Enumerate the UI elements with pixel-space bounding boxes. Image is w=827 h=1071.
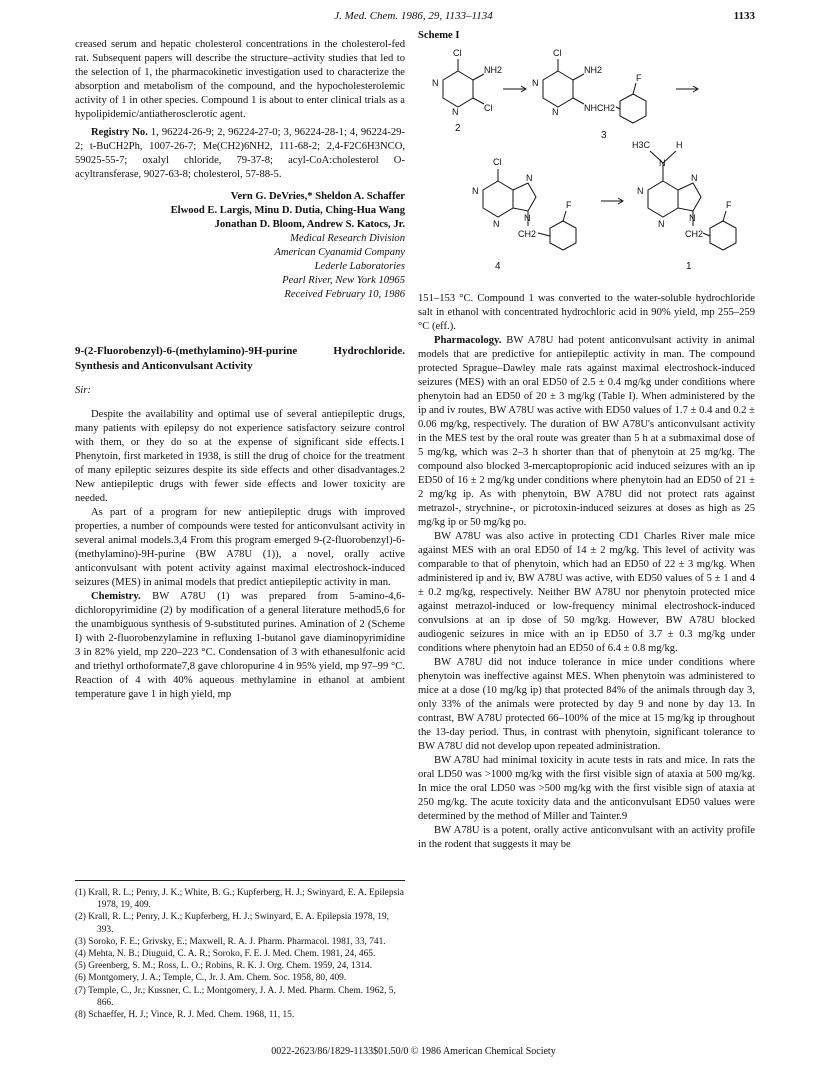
atom-f: F (636, 73, 642, 83)
references (75, 880, 405, 1021)
author-line: Elwood E. Largis, Minu D. Dutia, Ching-Hua Wang (170, 205, 405, 216)
reference-item: (2) Krall, R. L.; Penry, J. K.; Kupferberg, H. J.; Swinyard, E. A. Epilepsia 1978, 19, 393. (75, 912, 390, 935)
reference-item: (7) Temple, C., Jr.; Kussner, C. L.; Montgomery, J. A. J. Med. Pharm. Chem. 1962, 5, 866. (75, 985, 396, 1008)
body-paragraph: 151–153 °C. Compound 1 was converted to the water-soluble hydrochloride salt in ethanol with concentrated hydrochloric acid in 90% yield, mp 255–259 °C (eff.). (418, 293, 755, 332)
reference-item: (4) Mehta, N. B.; Diuguid, C. A. R.; Soroko, F. E. J. Med. Chem. 1981, 24, 465. (75, 949, 376, 960)
article-title: 9-(2-Fluorobenzyl)-6-(methylamino)-9H-purine Hydrochloride. Synthesis and Anticonvulsant Activity (75, 345, 405, 372)
page-header (0, 10, 827, 26)
atom-n: N (691, 173, 698, 183)
atom-h3c: H3C (632, 140, 651, 150)
intro-paragraph: creased serum and hepatic cholesterol concentrations in the cholesterol-fed rat. Subsequent papers will describe the structure–activity studies that led to the selection of 1, the pharmacokinetic investigation used to characterize the absorption and metabolism of the compound, and the hypocholesterolemic activity of 1 in other species. Compound 1 is about to enter clinical trials as a hypolipidemic/antiatherosclerotic agent. (75, 39, 405, 120)
atom-n: N (658, 219, 665, 229)
scheme-label: Scheme I (418, 30, 460, 41)
pharmacology-paragraph (418, 334, 755, 530)
atom-n: N (532, 78, 539, 88)
registry-text: 1, 96224-26-9; 2, 96224-27-0; 3, 96224-28-1; 4, 96224-29-2; t-BuCH2Ph, 1007-26-7; Me(CH2)6NH2, 111-68-2; 2,4-F2C6H3NCO, 59025-55-7; oxalyl chloride, 79-37-8; acyl-CoA:cholesterol O-acyltransferase, 9027-63-8; cholesterol, 57-88-5. (75, 127, 405, 180)
atom-n: N (524, 213, 531, 223)
chemistry-heading: Chemistry. (91, 591, 141, 602)
chemistry-text: BW A78U (1) was prepared from 5-amino-4,6-dichloropyrimidine (2) by modification of a general literature method5,6 for the unambiguous synthesis of 9-substituted purines. Amination of 2 (Scheme I) with 2-fluorobenzylamine in refluxing 1-butanol gave diaminopyrimidine 3 in 82% yield, mp 220–223 °C. Condensation of 3 with ethanesulfonic acid and triethyl orthoformate7,8 gave chloropurine 4 in 95% yield, mp 97–99 °C. Reaction of 4 with 40% aqueous methylamine in ethanol at ambient temperature gave 1 in high yield, mp (75, 591, 405, 700)
pharmacology-heading: Pharmacology. (434, 335, 502, 346)
atom-cl: Cl (484, 103, 493, 113)
compound-number: 2 (455, 123, 461, 134)
atom-ch2: CH2 (685, 229, 704, 239)
atom-n: N (452, 107, 459, 117)
body-paragraph: BW A78U had minimal toxicity in acute tests in rats and mice. In rats the oral LD50 was >1000 mg/kg with the first visible sign of ataxia at 500 mg/kg. In mice the oral LD50 was >500 mg/kg with the first visible sign of ataxia at 250 mg/kg. The acute toxicity data and the anticonvulsant ED50 values were determined by the method of Miller and Tainter.9 (418, 755, 755, 822)
affiliation-line: Pearl River, New York 10965 (282, 275, 405, 286)
registry-heading: Registry No. (91, 127, 148, 138)
atom-n: N (637, 186, 644, 196)
atom-n: N (689, 213, 696, 223)
page-number: 1133 (733, 10, 755, 22)
atom-nh2: NH2 (484, 65, 503, 75)
body-paragraph: BW A78U was also active in protecting CD1 Charles River male mice against MES with an oral ED50 of 14 ± 2 mg/kg. This level of activity was comparable to that of phenytoin, which had an ED50 of 22 ± 3 mg/kg. When administered ip and iv, BW A78U was active, with ED50 values of 5 ± 1 and 4 ± 0.2 mg/kg, respectively. Neither BW A78U nor phenytoin protected mice against metrazol-induced or low-frequency minimal electroshock-induced convulsions at an ip dose of 50 mg/kg. However, BW A78U blocked audiogenic seizures in mice with an ip ED50 of 3.7 ± 0.3 mg/kg under conditions where phenytoin had an ED50 of 6.4 ± 0.8 mg/kg. (418, 531, 755, 654)
pharmacology-text: BW A78U had potent anticonvulsant activity in animal models that are predictive for antiepileptic activity in man. The compound protected Sprague–Dawley male rats against maximal electroshock-induced seizures (MES) with an oral ED50 of 2.5 ± 0.4 mg/kg under conditions where phenytoin had an ED50 of 20 ± 3 mg/kg (Table I). When administered by the ip and iv routes, BW A78U was active with ED50 values of 1.7 ± 0.4 and 0.2 ± 0.06 mg/kg, respectively. The duration of BW A78U's anticonvulsant activity in the MES test by the oral route was greater than 5 h at a submaximal dose of 5 mg/kg, which was 2–3 h shorter than that of phenytoin at 25 mg/kg. The compound also blocked 3-mercaptopropionic acid induced seizures with an ip ED50 of 16 ± 2 mg/kg under conditions where phenytoin had an ED50 of 21 ± 2 mg/kg ip. As with phenytoin, BW A78U did not protect rats against metrazol-, strychnine-, or picrotoxin-induced seizures at doses as high as 25 mg/kg ip or 50 mg/kg po. (418, 335, 755, 528)
affiliation-line: Lederle Laboratories (314, 261, 405, 272)
atom-n: N (493, 219, 500, 229)
atom-n: N (472, 186, 479, 196)
atom-nhch2: NHCH2 (584, 103, 616, 113)
atom-ch2: CH2 (518, 229, 537, 239)
body-paragraph: As part of a program for new antiepileptic drugs with improved properties, a number of compounds were tested for anticonvulsant activity in several animal models.3,4 From this program emerged 9-(2-fluorobenzyl)-6-(methylamino)-9H-purine (BW A78U (1)), a novel, orally active anticonvulsant with potent activity against maximal electroshock-induced seizures (MES) in animal models that predict antiepileptic activity in man. (75, 507, 405, 588)
atom-n: N (659, 158, 666, 168)
compound-number: 3 (601, 130, 607, 141)
chemistry-paragraph (75, 590, 405, 702)
atom-n: N (526, 173, 533, 183)
right-column (418, 292, 755, 852)
atom-f: F (726, 200, 732, 210)
reference-item: (8) Schaeffer, H. J.; Vince, R. J. Med. Chem. 1968, 11, 15. (75, 1010, 295, 1021)
compound-number: 1 (686, 261, 692, 272)
received-date: Received February 10, 1986 (284, 289, 405, 300)
registry-paragraph (75, 126, 405, 182)
author-line: Jonathan D. Bloom, Andrew S. Katocs, Jr. (214, 219, 405, 230)
reference-item: (5) Greenberg, S. M.; Ross, L. O.; Robins, R. K. J. Org. Chem. 1959, 24, 1314. (75, 961, 373, 972)
scheme-diagram (418, 41, 755, 281)
body-paragraph: Despite the availability and optimal use of several antiepileptic drugs, many patients with epilepsy do not experience satisfactory seizure control with them, or they do so at the expense of significant side effects.1 Phenytoin, first marketed in 1938, is still the drug of choice for the treatment of many epileptic seizures despite its side effects and other disadvantages.2 New antiepileptic drugs with fewer side effects and lower toxicity are needed. (75, 409, 405, 504)
body-paragraph: BW A78U is a potent, orally active anticonvulsant with an activity profile in the rodent that suggests it may be (418, 825, 755, 850)
journal-citation: J. Med. Chem. 1986, 29, 1133–1134 (334, 10, 493, 22)
atom-nh2: NH2 (584, 65, 603, 75)
left-column (75, 38, 405, 702)
reference-item: (1) Krall, R. L.; Penry, J. K.; White, B. G.; Kupferberg, H. J.; Swinyard, E. A. Epilepsia 1978, 19, 409. (75, 888, 404, 911)
atom-n: N (432, 78, 439, 88)
atom-n: N (552, 107, 559, 117)
affiliation (75, 232, 405, 302)
atom-f: F (566, 200, 572, 210)
atom-cl: Cl (493, 157, 502, 167)
page-footer: 0022-2623/86/1829-1133$01.50/0 © 1986 American Chemical Society (271, 1046, 556, 1057)
reference-item: (3) Soroko, F. E.; Grivsky, E.; Maxwell, R. A. J. Pharm. Pharmacol. 1981, 33, 741. (75, 936, 386, 947)
author-list (75, 190, 405, 232)
affiliation-line: Medical Research Division (290, 233, 405, 244)
author-line: Vern G. DeVries,* Sheldon A. Schaffer (230, 191, 405, 202)
salutation: Sir: (75, 385, 91, 396)
compound-number: 4 (495, 261, 501, 272)
scheme-figure (418, 30, 755, 286)
affiliation-line: American Cyanamid Company (274, 247, 405, 258)
atom-cl: Cl (453, 48, 462, 58)
body-paragraph: BW A78U did not induce tolerance in mice under conditions where phenytoin was ineffective against MES. When phenytoin was administered to mice at a dose (10 mg/kg ip) that protected 84% of the animals through day 3, only 33% of the animals were protected by day 9 and none by day 13. In contrast, BW A78U protected 66–100% of the mice at 15 mg/kg ip throughout the 13-day period. Thus, in contrast with phenytoin, significant tolerance to BW A78U did not develop upon repeated administration. (418, 657, 755, 752)
atom-h: H (676, 140, 683, 150)
atom-cl: Cl (553, 48, 562, 58)
reference-item: (6) Montgomery, J. A.; Temple, C., Jr. J. Am. Chem. Soc. 1958, 80, 409. (75, 973, 347, 984)
